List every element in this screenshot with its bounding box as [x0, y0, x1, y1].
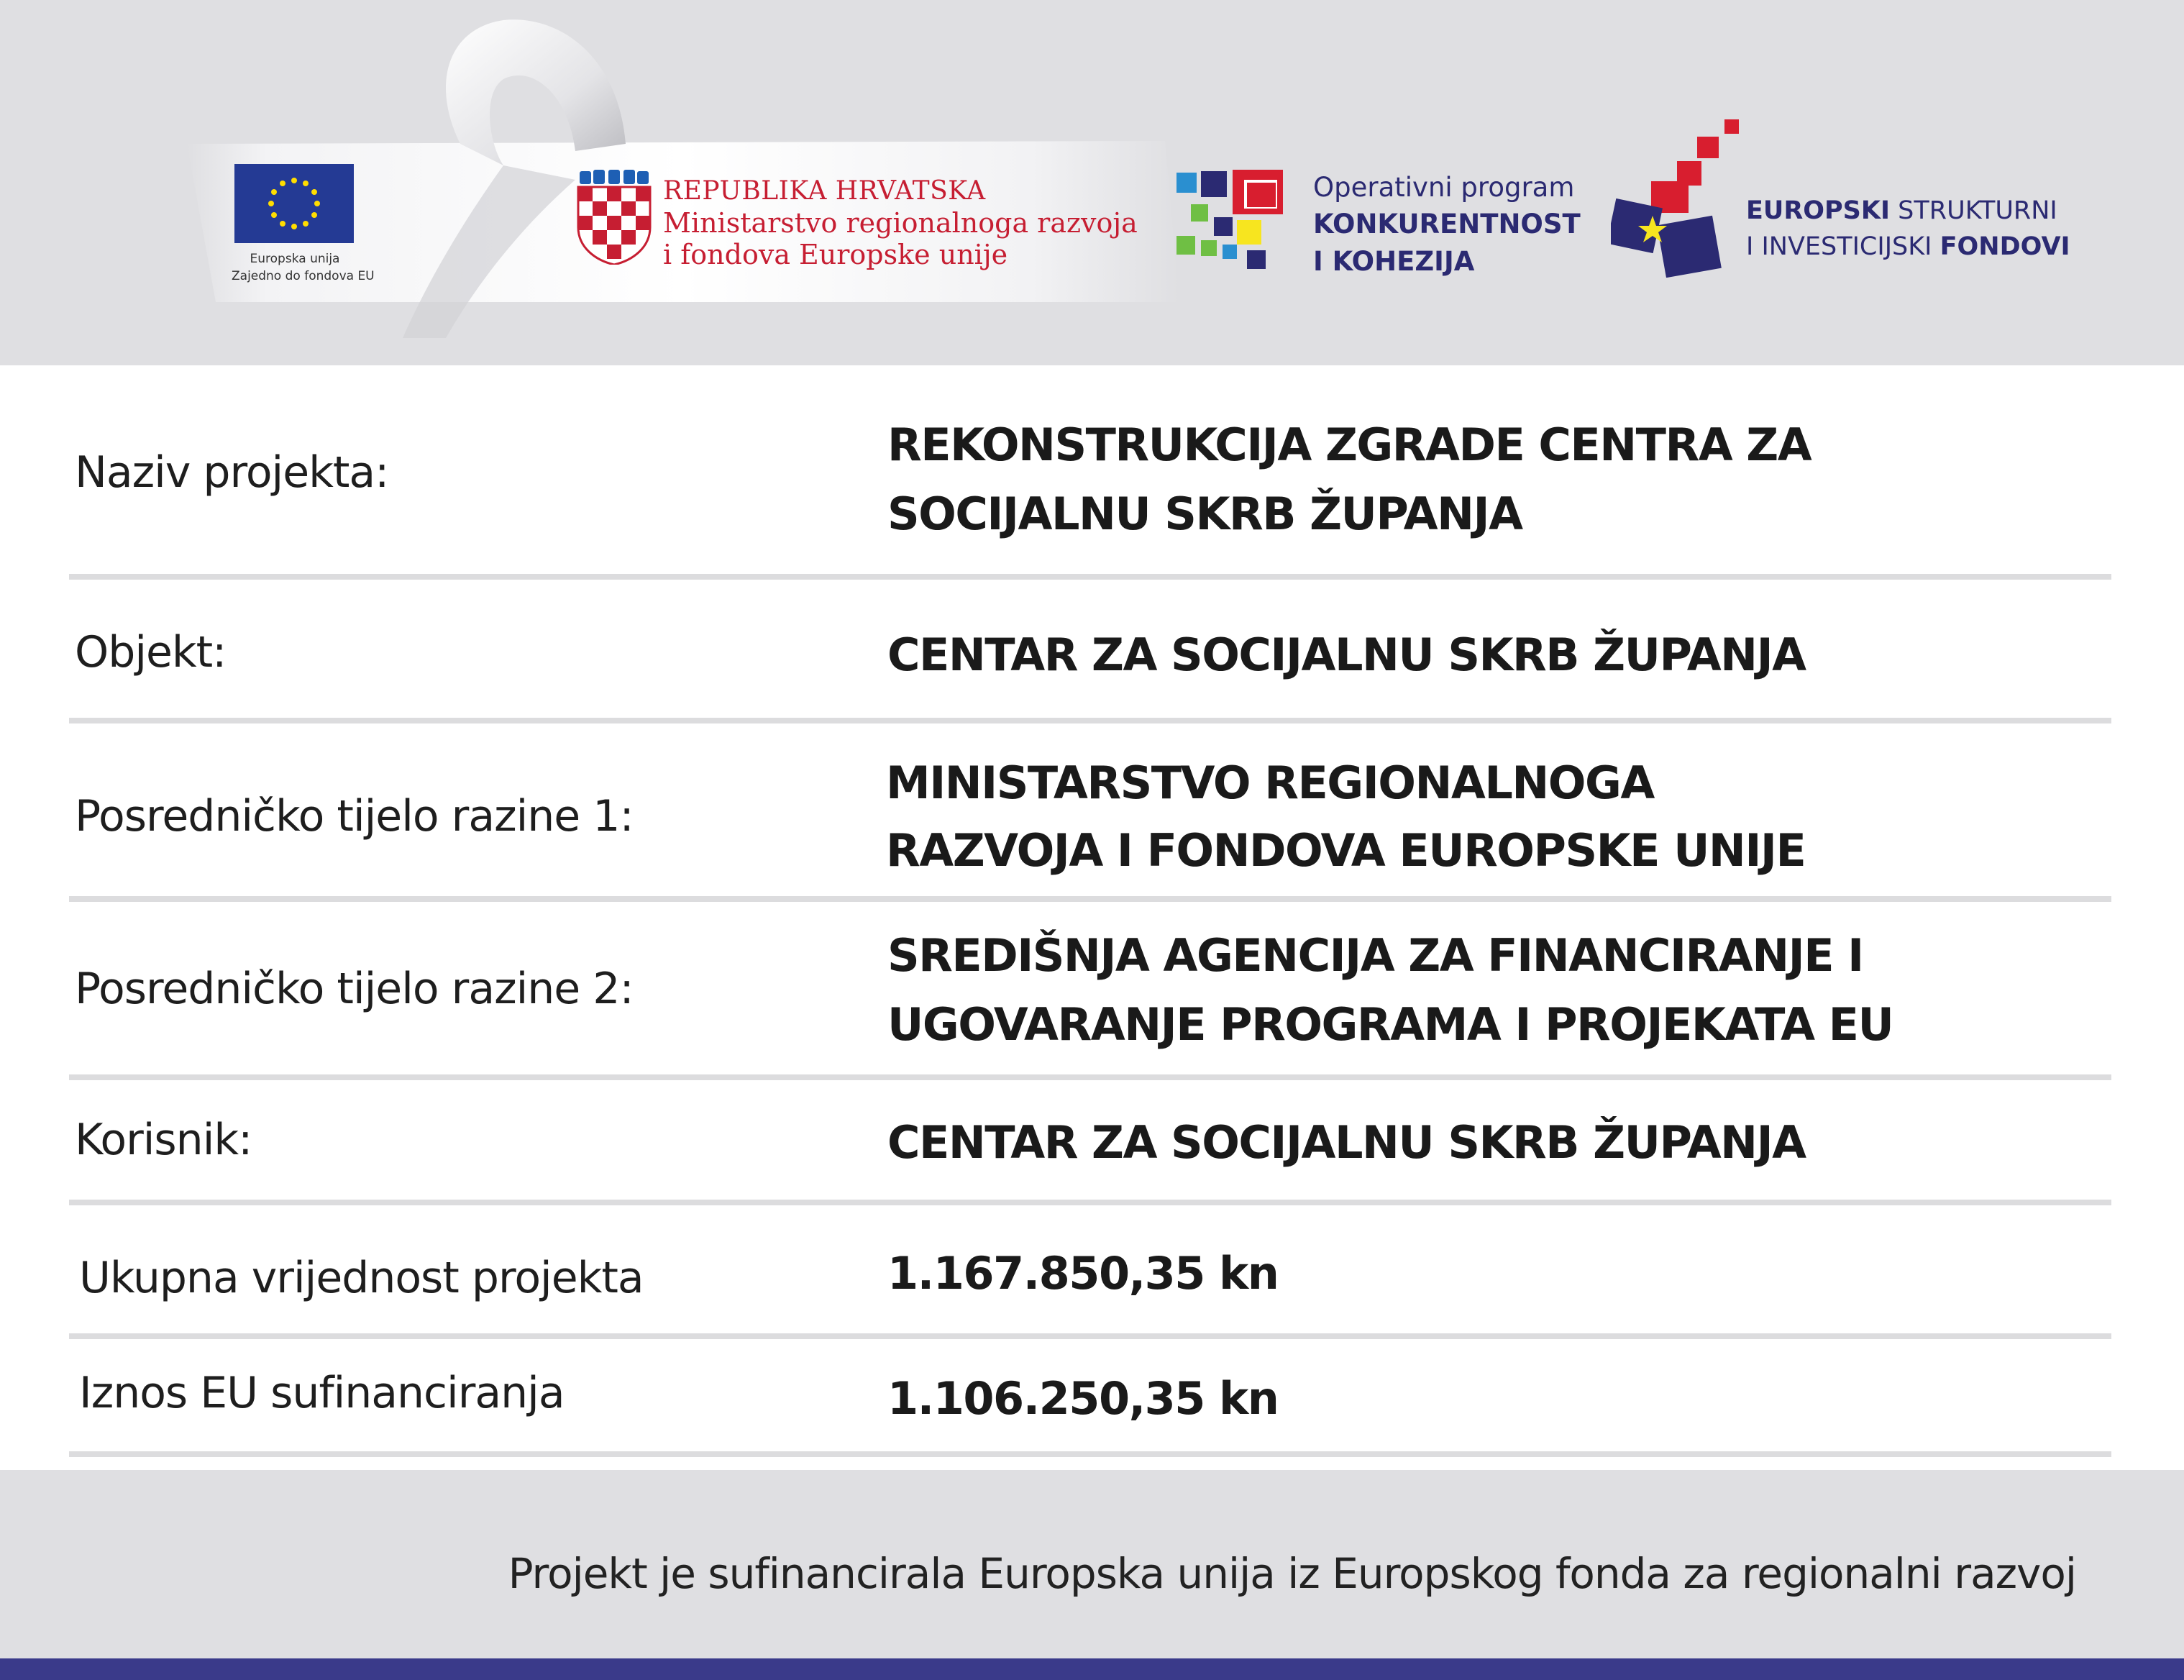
- bottom-color-bar: [0, 1658, 2184, 1680]
- esi-line2: I INVESTICIJSKI FONDOVI: [1746, 232, 2070, 261]
- ministry-text: [663, 175, 1138, 270]
- operativni-program-text: [1313, 170, 1581, 280]
- row-label: Korisnik:: [75, 1115, 252, 1165]
- row-value-line2: UGOVARANJE PROGRAMA I PROJEKATA EU: [887, 998, 1893, 1051]
- ministry-name-line2: i fondova Europske unije: [663, 239, 1008, 270]
- row-posrednicko-tijelo-2: [69, 921, 2111, 1064]
- row-objekt: [69, 620, 2111, 706]
- row-korisnik: [69, 1108, 2111, 1187]
- row-divider: [69, 1074, 2111, 1080]
- header-banner: [0, 0, 2184, 365]
- eu-caption-2: Zajedno do fondova EU: [232, 269, 375, 283]
- row-posrednicko-tijelo-1: [69, 748, 2111, 892]
- footer-funding-note: Projekt je sufinancirala Europska unija iz Europskog fonda za regionalni razvoj: [508, 1549, 2076, 1598]
- esi-fondovi-text: [1746, 193, 2070, 265]
- croatian-coat-of-arms-icon: [575, 170, 653, 265]
- row-naziv-projekta: [69, 410, 2111, 561]
- row-divider: [69, 1200, 2111, 1205]
- row-label: Ukupna vrijednost projekta: [79, 1253, 644, 1303]
- row-value-line1: MINISTARSTVO REGIONALNOGA: [886, 757, 1654, 809]
- row-value-line1: SREDIŠNJA AGENCIJA ZA FINANCIRANJE I: [887, 929, 1863, 982]
- row-ukupna-vrijednost: [69, 1238, 2111, 1318]
- row-divider: [69, 1451, 2111, 1457]
- row-divider: [69, 1333, 2111, 1339]
- row-label: Naziv projekta:: [75, 447, 389, 498]
- eu-caption-1: Europska unija: [250, 252, 340, 266]
- op-line2: KONKURENTNOST: [1313, 209, 1581, 239]
- row-value-line1: 1.167.850,35 kn: [887, 1247, 1279, 1300]
- row-value-line1: 1.106.250,35 kn: [887, 1372, 1279, 1425]
- row-value-line1: CENTAR ZA SOCIJALNU SKRB ŽUPANJA: [887, 629, 1806, 681]
- eu-flag-icon: [234, 164, 354, 243]
- row-label: Posredničko tijelo razine 2:: [75, 964, 634, 1014]
- row-label: Posredničko tijelo razine 1:: [75, 791, 634, 841]
- row-iznos-eu: [69, 1361, 2111, 1440]
- row-divider: [69, 896, 2111, 902]
- op-line3: I KOHEZIJA: [1313, 246, 1475, 277]
- row-label: Objekt:: [75, 627, 227, 677]
- ministry-name-line1: Ministarstvo regionalnoga razvoja: [663, 207, 1138, 239]
- row-value-line1: CENTAR ZA SOCIJALNU SKRB ŽUPANJA: [887, 1116, 1806, 1169]
- row-divider: [69, 718, 2111, 723]
- esi-line1: EUROPSKI STRUKTURNI: [1746, 196, 2057, 225]
- operativni-program-logo-icon: [1176, 170, 1292, 278]
- footer-banner: [0, 1470, 2184, 1658]
- op-line1: Operativni program: [1313, 172, 1575, 203]
- row-divider: [69, 574, 2111, 580]
- row-label: Iznos EU sufinanciranja: [79, 1368, 565, 1418]
- row-value-line2: SOCIJALNU SKRB ŽUPANJA: [887, 488, 1522, 540]
- row-value-line2: RAZVOJA I FONDOVA EUROPSKE UNIJE: [886, 824, 1806, 877]
- row-value-line1: REKONSTRUKCIJA ZGRADE CENTRA ZA: [887, 419, 1811, 471]
- republika-hrvatska-title: REPUBLIKA HRVATSKA: [663, 176, 986, 206]
- esi-fondovi-logo-icon: [1611, 119, 1740, 278]
